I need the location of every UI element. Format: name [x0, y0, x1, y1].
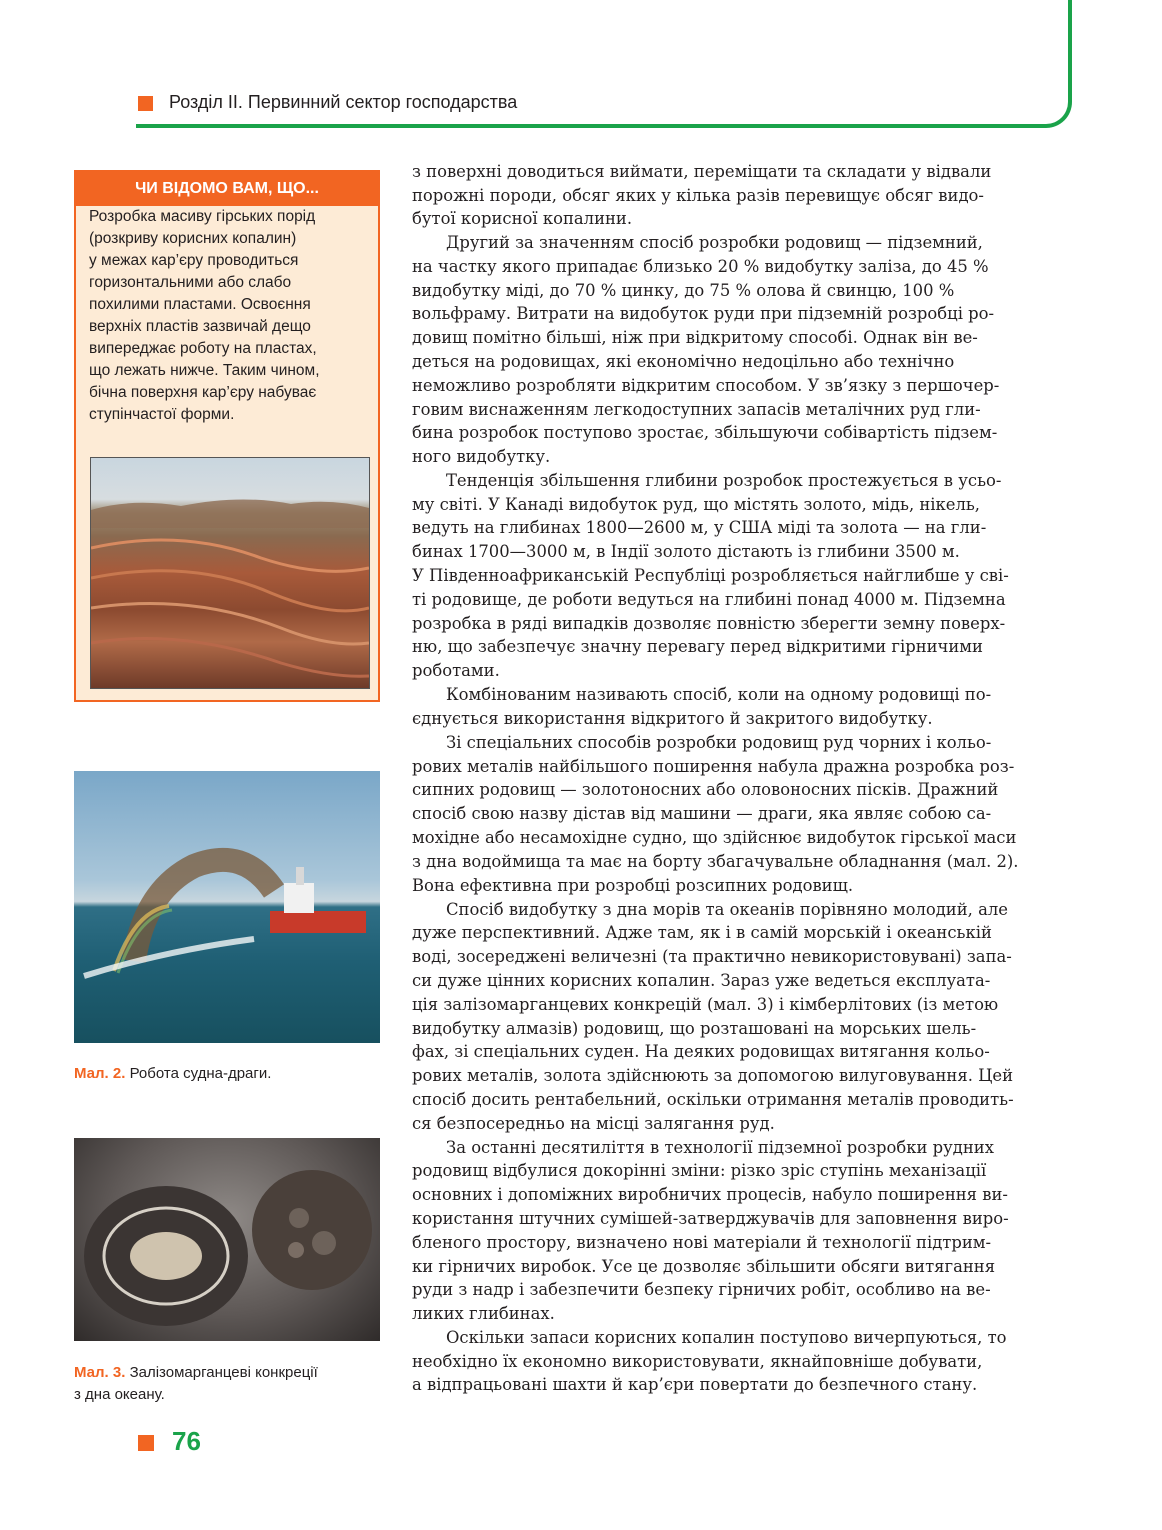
body-line: видобутку міді, до 70 % цинку, до 75 % олова й свинцю, 100 % [412, 281, 955, 300]
body-line: Зі спеціальних способів розробки родовищ руд чорних і кольо- [446, 733, 992, 752]
body-line: Комбінованим називають спосіб, коли на одному родовищі по- [446, 685, 992, 704]
body-line: рових металів найбільшого поширення набула дражна розробка роз- [412, 757, 1015, 776]
body-line: бутої корисної копалини. [412, 209, 633, 228]
body-line: мохідне або несамохідне судно, що здійснює видобуток гірської маси [412, 828, 1017, 847]
factbox-line: (розкриву корисних копалин) [89, 230, 297, 247]
factbox-line: Розробка масиву гірських порід [89, 208, 316, 225]
figure-2-text: Робота судна-драги. [125, 1065, 272, 1082]
body-line: дуже перспективний. Адже там, як і в самій морській і океанській [412, 923, 992, 942]
body-line: розробка в ряді випадків дозволяє повністю зберегти земну поверх- [412, 614, 1006, 633]
factbox-line: бічна поверхня кар’єру набуває [89, 384, 317, 401]
body-line: довищ помітно більші, ніж при відкритому способі. Однак він ве- [412, 328, 978, 347]
quarry-photo [90, 457, 370, 689]
header-marker [138, 96, 153, 111]
body-line: бленого простору, визначено нові матеріали й технології підтрим- [412, 1233, 992, 1252]
body-line: неможливо розробляти відкритим способом. У зв’язку з першочер- [412, 376, 1000, 395]
body-line: говим виснаженням легкодоступних запасів металічних руд гли- [412, 400, 981, 419]
did-you-know-box [74, 170, 380, 702]
body-line: Другий за значенням спосіб розробки родовищ — підземний, [446, 233, 983, 252]
section-title: Розділ ІІ. Первинний сектор господарства [169, 92, 518, 112]
body-line: з дна водоймища та має на борту збагачувальне обладнання (мал. 2). [412, 852, 1019, 871]
body-line: сипних родовищ — золотоносних або оловоносних пісків. Дражний [412, 780, 999, 799]
body-line: Вона ефективна при розробці розсипних родовищ. [412, 876, 854, 895]
body-line: Тенденція збільшення глибини розробок простежується в усьо- [446, 471, 1002, 490]
figure-3-caption [74, 1364, 318, 1381]
body-line: на частку якого припадає близько 20 % видобутку заліза, до 45 % [412, 257, 989, 276]
body-line: порожні породи, обсяг яких у кілька разів перевищує обсяг видо- [412, 186, 984, 205]
body-line: му світі. У Канаді видобуток руд, що містять золото, мідь, нікель, [412, 495, 981, 514]
body-line: спосіб досить рентабельний, оскільки отримання металів проводить- [412, 1090, 1014, 1109]
body-line: необхідно їх економно використовувати, якнайповніше добувати, [412, 1352, 983, 1371]
body-line: За останні десятиліття в технології підземної розробки рудних [446, 1138, 994, 1157]
body-line: ті родовище, де роботи ведуться на глибині понад 4000 м. Підземна [412, 590, 1006, 609]
figure-3-label: Мал. 3. [74, 1364, 126, 1381]
body-line: вольфраму. Витрати на видобуток руди при підземній розробці ро- [412, 304, 995, 323]
body-line: си дуже цінних корисних копалин. Зараз уже ведеться експлуата- [412, 971, 991, 990]
body-line: а відпрацьовані шахти й кар’єри повертати до безпечного стану. [412, 1375, 978, 1394]
factbox-line: верхніх пластів зазвичай дещо [89, 318, 311, 335]
body-line: основних і допоміжних виробничих процесів, набуло поширення ви- [412, 1185, 1008, 1204]
body-line: У Південноафриканській Республіці розробляється найглибше у сві- [412, 566, 1009, 585]
body-line: ся безпосередньо на місці залягання руд. [412, 1114, 775, 1133]
body-line: ведуть на глибинах 1800—2600 м, у США міді та золота — на гли- [412, 518, 987, 537]
body-line: родовищ відбулися докорінні зміни: різко зріс ступінь механізації [412, 1161, 987, 1180]
factbox-line: горизонтальними або слабо [89, 274, 292, 291]
dredger-ship-photo [74, 771, 380, 1043]
body-line: ного видобутку. [412, 447, 551, 466]
body-line: Оскільки запаси корисних копалин поступово вичерпуються, то [446, 1328, 1007, 1347]
did-you-know-title: ЧИ ВІДОМО ВАМ, ЩО... [76, 172, 378, 206]
body-line: користання штучних сумішей-затверджувачів для заповнення виро- [412, 1209, 1009, 1228]
body-line: ню, що забезпечує значну перевагу перед відкритими гірничими [412, 637, 983, 656]
factbox-line: що лежать нижче. Таким чином, [89, 362, 320, 379]
body-line: фах, зі спеціальних суден. На деяких родовищах витягання кольо- [412, 1042, 990, 1061]
nodules-photo [74, 1138, 380, 1341]
figure-2-label: Мал. 2. [74, 1065, 126, 1082]
factbox-line: похилими пластами. Освоєння [89, 296, 311, 313]
factbox-line: випереджає роботу на пластах, [89, 340, 317, 357]
body-line: видобутку алмазів) родовищ, що розташовані на морських шель- [412, 1019, 977, 1038]
page-number: 76 [172, 1426, 201, 1456]
body-line: деться на родовищах, які економічно недоцільно або технічно [412, 352, 955, 371]
body-line: рових металів, золота здійснюють за допомогою вилуговування. Цей [412, 1066, 1014, 1085]
body-line: бина розробок поступово зростає, збільшуючи собівартість підзем- [412, 423, 998, 442]
figure-3-text: Залізомарганцеві конкреції [125, 1364, 318, 1381]
body-line: роботами. [412, 661, 500, 680]
body-line: ки гірничих виробок. Усе це дозволяє збільшити обсяги витягання [412, 1257, 996, 1276]
body-line: ликих глибинах. [412, 1304, 555, 1323]
body-line: руди з надр і забезпечити безпеку гірничих робіт, особливо на ве- [412, 1280, 991, 1299]
factbox-line: у межах кар’єру проводиться [89, 252, 299, 269]
footer-marker [138, 1435, 154, 1451]
body-line: спосіб свою назву дістав від машини — драги, яка являє собою са- [412, 804, 992, 823]
body-line: Спосіб видобутку з дна морів та океанів порівняно молодий, але [446, 900, 1008, 919]
body-line: з поверхні доводиться виймати, переміщати та складати у відвали [412, 162, 992, 181]
body-line: бинах 1700—3000 м, в Індії золото дістають із глибини 3500 м. [412, 542, 960, 561]
factbox-line: ступінчастої форми. [89, 406, 235, 423]
body-line: воді, зосереджені величезні (та практично невикористовувані) запа- [412, 947, 1012, 966]
figure-3-caption-line2: з дна океану. [74, 1386, 165, 1403]
body-line: ція залізомарганцевих конкрецій (мал. 3) і кімберлітових (із метою [412, 995, 999, 1014]
body-line: єднується використання відкритого й закритого видобутку. [412, 709, 933, 728]
figure-2-caption [74, 1065, 271, 1082]
